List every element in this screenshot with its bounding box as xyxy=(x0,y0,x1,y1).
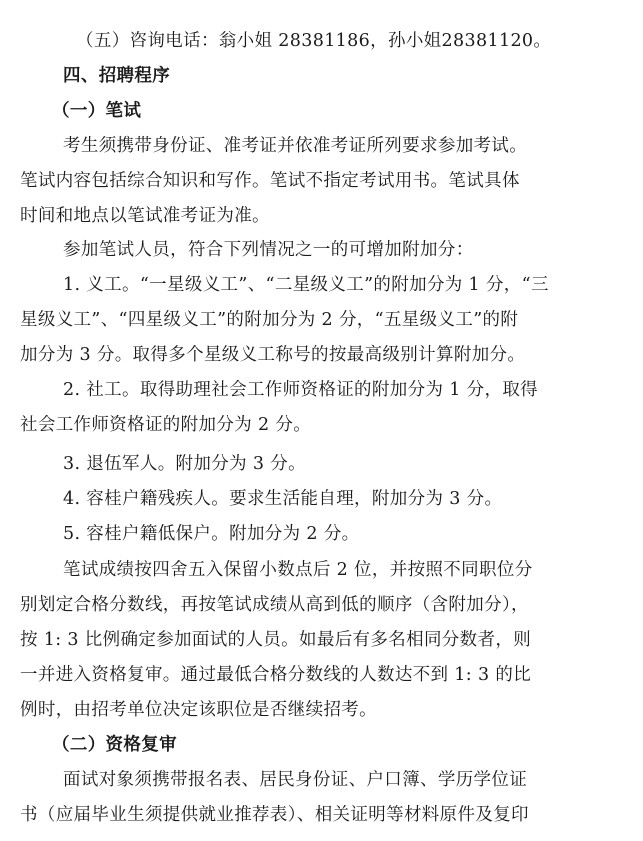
para-3-line-4: 一并进入资格复审。通过最低合格分数线的人数达不到 1: 3 的比 xyxy=(20,665,532,685)
item-5-line: 5. 容桂户籍低保户。附加分为 2 分。 xyxy=(63,524,360,544)
subsection-title-qualification-review: （二）资格复审 xyxy=(52,735,177,755)
para-3-line-5: 例时，由招考单位决定该职位是否继续招考。 xyxy=(20,700,377,720)
contact-line: （五）咨询电话：翁小姐 28381186，孙小姐28381120。 xyxy=(76,31,552,51)
para-2-line: 参加笔试人员，符合下列情况之一的可增加附加分： xyxy=(63,240,474,260)
para-3-line-1: 笔试成绩按四舍五入保留小数点后 2 位，并按照不同职位分 xyxy=(63,560,533,580)
item-3-line: 3. 退伍军人。附加分为 3 分。 xyxy=(63,454,306,474)
section-title-recruitment-procedure: 四、招聘程序 xyxy=(63,66,171,86)
para-4-line-1: 面试对象须携带报名表、居民身份证、户口簿、学历学位证 xyxy=(63,770,528,790)
para-3-line-3: 按 1: 3 比例确定参加面试的人员。如最后有多名相同分数者，则 xyxy=(20,630,532,650)
item-1-line-2: 星级义工”、“四星级义工”的附加分为 2 分，“五星级义工”的附 xyxy=(20,310,519,330)
item-2-line-1: 2. 社工。取得助理社会工作师资格证的附加分为 1 分，取得 xyxy=(63,380,539,400)
para-1-line-2: 笔试内容包括综合知识和写作。笔试不指定考试用书。笔试具体 xyxy=(20,171,520,191)
item-2-line-2: 社会工作师资格证的附加分为 2 分。 xyxy=(20,415,312,435)
item-4-line: 4. 容桂户籍残疾人。要求生活能自理，附加分为 3 分。 xyxy=(63,489,503,509)
item-1-line-3: 加分为 3 分。取得多个星级义工称号的按最高级别计算附加分。 xyxy=(20,345,526,365)
item-1-line-1: 1. 义工。“一星级义工”、“二星级义工”的附加分为 1 分，“三 xyxy=(63,275,549,295)
para-1-line-1: 考生须携带身份证、准考证并依准考证所列要求参加考试。 xyxy=(63,136,528,156)
para-3-line-2: 别划定合格分数线，再按笔试成绩从高到低的顺序（含附加分）， xyxy=(20,595,529,615)
para-4-line-2: 书（应届毕业生须提供就业推荐表）、相关证明等材料原件及复印 xyxy=(20,805,529,825)
para-1-line-3: 时间和地点以笔试准考证为准。 xyxy=(20,206,270,226)
subsection-title-written-exam: （一）笔试 xyxy=(52,101,142,121)
